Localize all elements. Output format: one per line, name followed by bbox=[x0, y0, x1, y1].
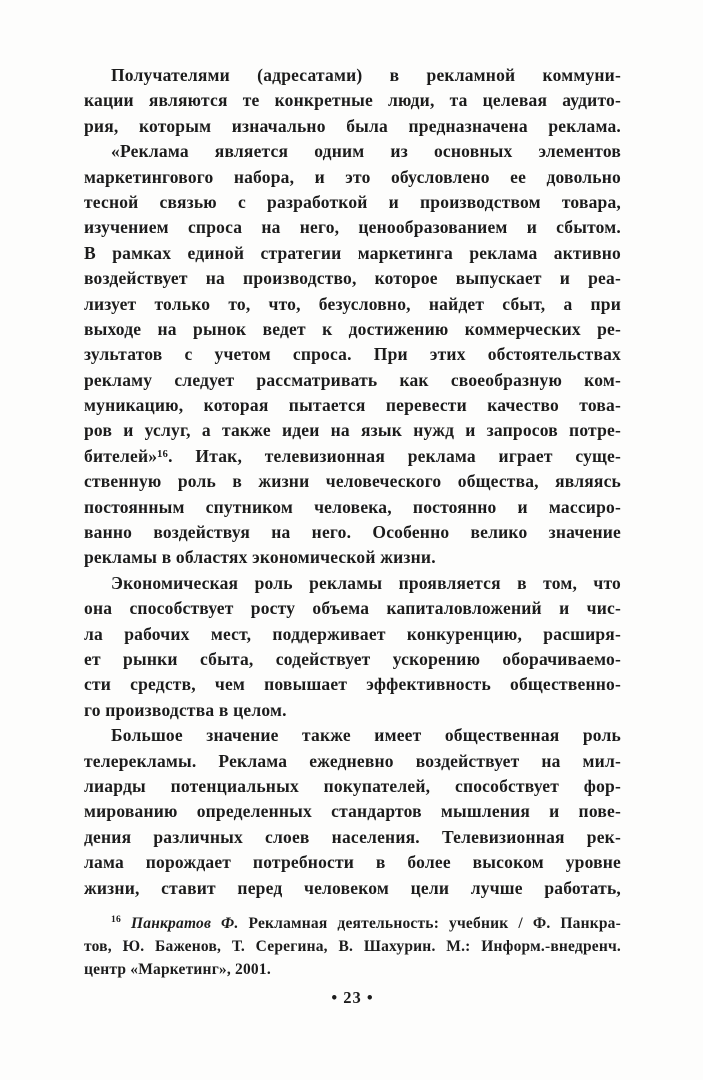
text-line: ла рабочих мест, поддерживает конкуренцию, расширя- bbox=[84, 623, 621, 644]
text-line: Экономическая роль рекламы проявляется в том, что bbox=[111, 572, 621, 593]
footnote-text: Рекламная деятельность: учебник / Ф. Панкра- bbox=[248, 914, 621, 932]
text-line: телерекламы. Реклама ежедневно воздействует на мил- bbox=[84, 750, 621, 771]
text-line: муникацию, которая пытается перевести качество това- bbox=[84, 395, 621, 416]
text-line: зультатов с учетом спроса. При этих обстоятельствах bbox=[84, 344, 621, 365]
text-line: ственную роль в жизни человеческого общества, являясь bbox=[84, 471, 621, 492]
footnote-line: центр «Маркетинг», 2001. bbox=[84, 960, 271, 978]
text-line: дения различных слоев населения. Телевизионная рек- bbox=[84, 826, 621, 847]
text-line: ров и услуг, а также идеи на язык нужд и запросов потре- bbox=[84, 420, 621, 441]
text-line: лизует только то, что, безусловно, найдет сбыт, а при bbox=[84, 293, 621, 314]
text-line: воздействует на производство, которое выпускает и реа- bbox=[84, 268, 621, 289]
text-line: ет рынки сбыта, содействует ускорению оборачиваемо- bbox=[84, 648, 621, 669]
text-line: тесной связью с разработкой и производством товара, bbox=[84, 191, 621, 212]
text-line: жизни, ставит перед человеком цели лучше работать, bbox=[84, 877, 621, 898]
page-number: • 23 • bbox=[331, 988, 374, 1007]
paragraph bbox=[84, 571, 621, 723]
text-line: «Реклама является одним из основных элементов bbox=[111, 141, 621, 162]
text-line: го производства в целом. bbox=[84, 699, 287, 720]
footnote-line: тов, Ю. Баженов, Т. Серегина, В. Шахурин. М.: Информ.-внедренч. bbox=[84, 937, 621, 955]
text-line: лиарды потенциальных покупателей, способствует фор- bbox=[84, 775, 621, 796]
text-line: кации являются те конкретные люди, та целевая аудито- bbox=[84, 90, 621, 111]
text-line: рия, которым изначально была предназначена реклама. bbox=[84, 115, 621, 136]
text-line: постоянным спутником человека, постоянно и массиро- bbox=[84, 496, 621, 517]
paragraph bbox=[84, 63, 621, 139]
text-line-with-footnote-ref: бителей»¹⁶. Итак, телевизионная реклама играет суще- bbox=[84, 445, 621, 466]
footnote bbox=[84, 912, 621, 981]
paragraph bbox=[84, 723, 621, 901]
footnote-marker: 16 bbox=[111, 913, 121, 925]
text-line: Получателями (адресатами) в рекламной коммуни- bbox=[111, 65, 621, 85]
paragraph bbox=[84, 139, 621, 571]
footnote-line bbox=[84, 912, 621, 935]
footnote-author: Панкратов Ф. bbox=[130, 914, 239, 932]
text-line: лама порождает потребности в более высоком уровне bbox=[84, 852, 621, 873]
text-line: ванно воздействуя на него. Особенно велико значение bbox=[84, 522, 621, 543]
text-line: рекламы в областях экономической жизни. bbox=[84, 547, 436, 568]
text-line: сти средств, чем повышает эффективность общественно- bbox=[84, 674, 621, 695]
text-line: Большое значение также имеет общественная роль bbox=[111, 725, 621, 746]
text-line: изучением спроса на него, ценообразованием и сбытом. bbox=[84, 217, 621, 238]
text-line: выходе на рынок ведет к достижению коммерческих ре- bbox=[84, 318, 621, 339]
text-line: маркетингового набора, и это обусловлено ее довольно bbox=[84, 166, 621, 187]
text-line: рекламу следует рассматривать как своеобразную ком- bbox=[84, 369, 621, 390]
text-line: мированию определенных стандартов мышления и пове- bbox=[84, 801, 621, 822]
page-text-block bbox=[84, 63, 621, 981]
text-line: она способствует росту объема капиталовложений и чис- bbox=[84, 598, 621, 619]
text-line: В рамках единой стратегии маркетинга реклама активно bbox=[84, 242, 621, 263]
